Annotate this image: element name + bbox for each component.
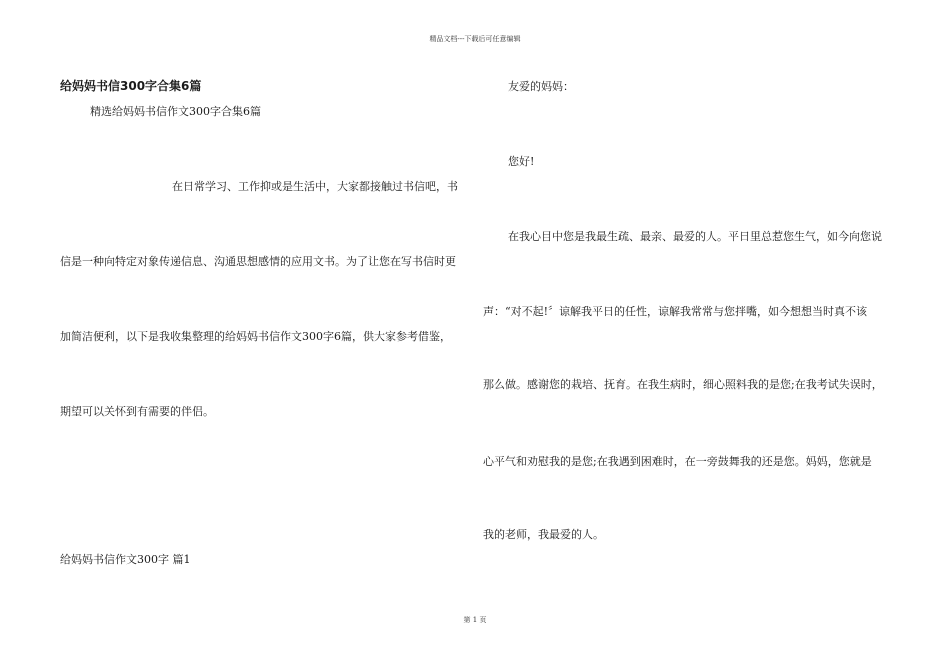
letter-line-5: 我的老师，我最爱的人。	[483, 528, 604, 541]
page-footer: 第 1 页	[463, 616, 487, 624]
letter-line-1: 在我心目中您是我最生疏、最亲、最爱的人。平日里总惹您生气，如今向您说	[508, 230, 882, 243]
letter-line-4: 心平气和劝慰我的是您;在我遇到困难时，在一旁鼓舞我的还是您。妈妈，您就是	[483, 455, 872, 468]
letter-line-3: 那么做。感谢您的栽培、抚育。在我生病时，细心照料我的是您;在我考试失误时，	[483, 378, 883, 391]
page-header: 精品文档---下载后可任意编辑	[429, 35, 521, 43]
letter-greeting: 友爱的妈妈：	[508, 80, 574, 93]
intro-line-3: 加简洁便利，以下是我收集整理的给妈妈书信作文300字6篇，供大家参考借鉴，	[60, 330, 451, 343]
document-title: 给妈妈书信300字合集6篇	[60, 79, 202, 93]
letter-line-2: 声：“对不起!〞谅解我平日的任性，谅解我常常与您拌嘴，如今想想当时真不该	[483, 305, 868, 318]
document-subtitle: 精选给妈妈书信作文300字合集6篇	[90, 105, 261, 118]
section-heading: 给妈妈书信作文300字 篇1	[60, 553, 191, 566]
intro-line-2: 信是一种向特定对象传递信息、沟通思想感情的应用文书。为了让您在写书信时更	[60, 255, 456, 268]
letter-hello: 您好!	[508, 155, 535, 168]
intro-line-4: 期望可以关怀到有需要的伴侣。	[60, 405, 214, 418]
intro-line-1: 在日常学习、工作抑或是生活中，大家都接触过书信吧，书	[172, 180, 458, 193]
